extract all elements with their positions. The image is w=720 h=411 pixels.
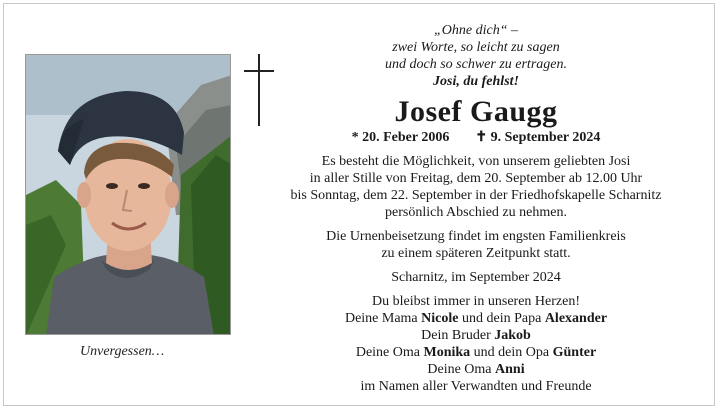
place-date: Scharnitz, im September 2024 xyxy=(391,270,561,285)
family-line-parents: Deine Mama Nicole und dein Papa Alexander xyxy=(344,311,608,326)
family-line-brother: Dein Bruder Jakob xyxy=(421,328,531,343)
deceased-name: Josef Gaugg xyxy=(394,95,558,128)
life-dates xyxy=(248,129,704,146)
birth-date: * 20. Feber 2006 xyxy=(351,130,450,145)
family-line-grandmother: Deine Oma Anni xyxy=(427,362,525,377)
farewell-paragraph: Es besteht die Möglichkeit, von unserem geliebten Josi in aller Stille von Freitag, dem 20. September ab 12.00 Uhr bis Sonntag, dem 22. September in der Friedhofskapelle Scharnitz persönlich Abschied zu nehmen. xyxy=(290,154,662,220)
death-date: ✝ 9. September 2024 xyxy=(475,130,601,145)
family-line-relatives: im Namen aller Verwandten und Freunde xyxy=(360,379,592,394)
closing-line: Du bleibst immer in unseren Herzen! xyxy=(372,294,580,309)
notice-text xyxy=(248,22,704,395)
portrait-illustration xyxy=(26,55,231,335)
portrait-photo xyxy=(25,54,231,335)
family-signature xyxy=(248,293,704,395)
memorial-quote: „Ohne dich“ – zwei Worte, so leicht zu sagen und doch so schwer zu ertragen. Josi, du fehlst! xyxy=(385,23,567,89)
photo-caption: Unvergessen… xyxy=(80,344,165,359)
burial-paragraph: Die Urnenbeisetzung findet im engsten Familienkreis zu einem späteren Zeitpunkt statt. xyxy=(326,229,626,261)
family-line-grandparents: Deine Oma Monika und dein Opa Günter xyxy=(355,345,597,360)
